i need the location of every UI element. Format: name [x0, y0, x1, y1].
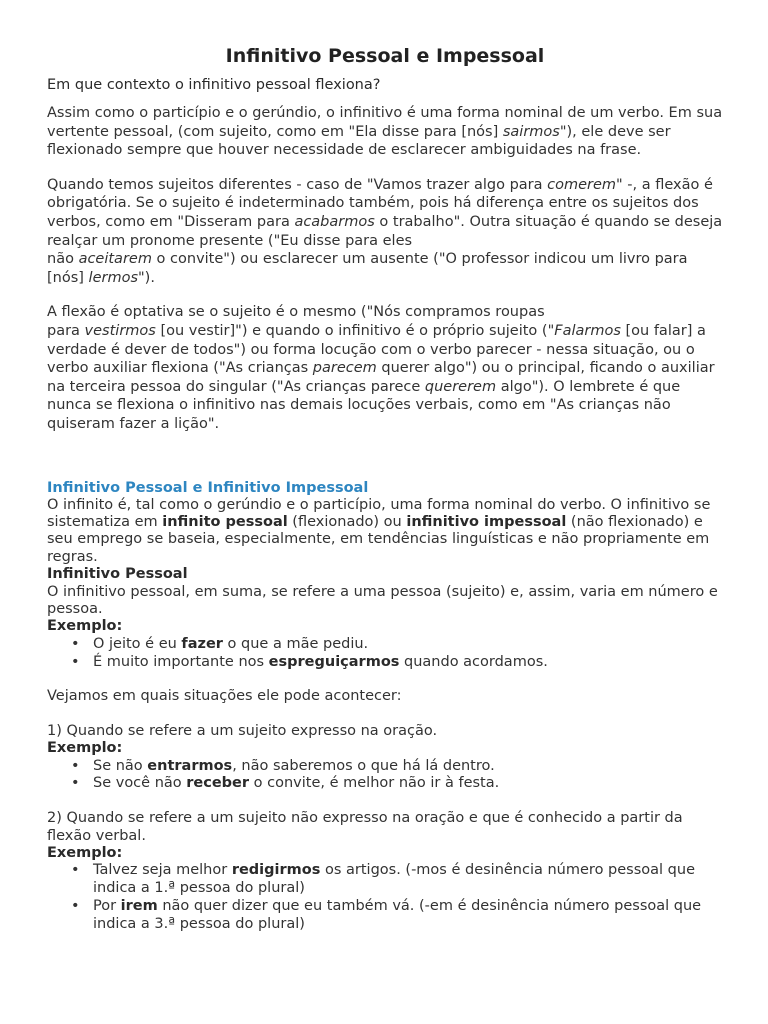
list-item: • Por irem não quer dizer que eu também vá. (-em é desinência número pessoal que indica a 3.ª pessoa do plural): [71, 898, 727, 934]
list-item: • Se não entrarmos, não saberemos o que há lá dentro.: [71, 758, 727, 776]
list-item: • É muito importante nos espreguiçarmos quando acordamos.: [71, 654, 727, 672]
list-item: • O jeito é eu fazer o que a mãe pediu.: [71, 636, 727, 654]
sub-text: O infinitivo pessoal, em suma, se refere a uma pessoa (sujeito) e, assim, varia em número e pessoa.: [47, 583, 718, 617]
paragraph-1: Assim como o particípio e o gerúndio, o infinitivo é uma forma nominal de um verbo. Em sua vertente pessoal, (com sujeito, como em "Ela disse para [nós] sairmos"), ele deve ser flexionado sempre que houver necessidade de esclarecer ambiguidades na frase.: [47, 105, 723, 159]
example-label: Exemplo:: [47, 844, 123, 861]
section-intro: O infinito é, tal como o gerúndio e o particípio, uma forma nominal do verbo. O infinitivo se sistematiza em infinito pessoal (flexionado) ou infinitivo impessoal (não flexionado) e seu emprego se baseia, especialmente, em tendências linguísticas e não propriamente em regras.: [47, 496, 711, 565]
document-page: [47, 0, 727, 934]
example-label: Exemplo:: [47, 618, 123, 635]
list-item: • Talvez seja melhor redigirmos os artigos. (-mos é desinência número pessoal que indica a 1.ª pessoa do plural): [71, 862, 727, 898]
question-subtitle: Em que contexto o infinitivo pessoal flexiona?: [47, 77, 381, 93]
case-2: 2) Quando se refere a um sujeito não expresso na oração e que é conhecido a partir da flexão verbal.: [47, 810, 683, 844]
example-label: Exemplo:: [47, 740, 123, 757]
section-heading: Infinitivo Pessoal e Infinitivo Impessoal: [47, 479, 369, 496]
situations-text: Vejamos em quais situações ele pode acontecer:: [47, 688, 402, 705]
paragraph-2: Quando temos sujeitos diferentes - caso de "Vamos trazer algo para comerem" -, a flexão é obrigatória. Se o sujeito é indeterminado também, pois há diferença entre os sujeitos dos verbos, como em "Disseram para acabarmos o trabalho". Outra situação é quando se deseja realçar um pronome presente ("Eu disse para eles não aceitarem o convite") ou esclarecer um ausente ("O professor indicou um livro para [nós] lermos").: [47, 176, 723, 286]
page-title: Infinitivo Pessoal e Impessoal: [225, 45, 545, 67]
case-1: 1) Quando se refere a um sujeito expresso na oração.: [47, 722, 438, 739]
list-item: • Se você não receber o convite, é melhor não ir à festa.: [71, 775, 727, 793]
paragraph-3: A flexão é optativa se o sujeito é o mesmo ("Nós compramos roupas para vestirmos [ou vestir]") e quando o infinitivo é o próprio sujeito ("Falarmos [ou falar] a verdade é dever de todos") ou forma locução com o verbo parecer - nessa situação, ou o verbo auxiliar flexiona ("As crianças parecem querer algo") ou o principal, ficando o auxiliar na terceira pessoa do singular ("As crianças parece quererem algo"). O lembrete é que nunca se flexiona o infinitivo nas demais locuções verbais, como em "As crianças não quiseram fazer a lição".: [47, 304, 715, 432]
example-list-3: [47, 862, 727, 933]
sub-heading: Infinitivo Pessoal: [47, 566, 188, 583]
example-list-2: [47, 758, 727, 794]
example-list-1: [47, 636, 727, 672]
